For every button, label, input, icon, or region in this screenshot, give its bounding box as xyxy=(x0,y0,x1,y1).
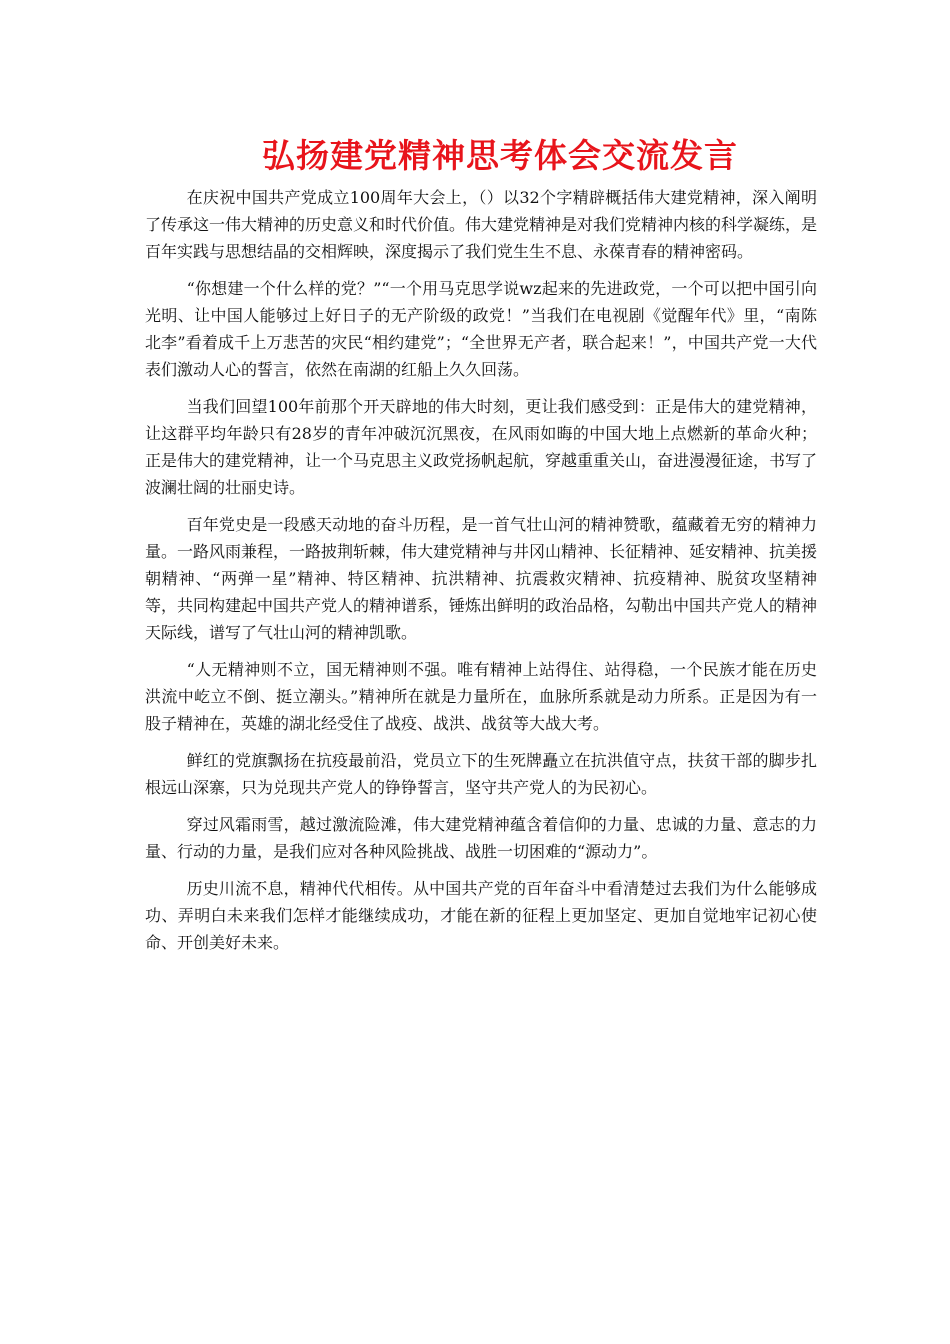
paragraph-4: 百年党史是一段感天动地的奋斗历程，是一首气壮山河的精神赞歌，蕴藏着无穷的精神力量。一路风雨兼程，一路披荆斩棘，伟大建党精神与井冈山精神、长征精神、延安精神、抗美援朝精神、“两弹一星”精神、特区精神、抗洪精神、抗震救灾精神、抗疫精神、脱贫攻坚精神等，共同构建起中国共产党人的精神谱系，锤炼出鲜明的政治品格，勾勒出中国共产党人的精神天际线，谱写了气壮山河的精神凯歌。 xyxy=(145,515,818,642)
paragraph-2: “你想建一个什么样的党？”“一个用马克思学说wz起来的先进政党，一个可以把中国引向光明、让中国人能够过上好日子的无产阶级的政党！”当我们在电视剧《觉醒年代》里，“南陈北李”看着成千上万悲苦的灾民“相约建党”；“全世界无产者，联合起来！”，中国共产党一大代表们激动人心的誓言，依然在南湖的红船上久久回荡。 xyxy=(145,279,817,379)
paragraph-8: 历史川流不息，精神代代相传。从中国共产党的百年奋斗中看清楚过去我们为什么能够成功、弄明白未来我们怎样才能继续成功，才能在新的征程上更加坚定、更加自觉地牢记初心使命、开创美好未来。 xyxy=(145,879,817,952)
paragraph-5: “人无精神则不立，国无精神则不强。唯有精神上站得住、站得稳，一个民族才能在历史洪流中屹立不倒、挺立潮头。”精神所在就是力量所在，血脉所系就是动力所系。正是因为有一股子精神在，英雄的湖北经受住了战疫、战洪、战贫等大战大考。 xyxy=(145,660,817,733)
document-body xyxy=(145,184,817,966)
document-title: 弘扬建党精神思考体会交流发言 xyxy=(262,136,738,175)
paragraph-1: 在庆祝中国共产党成立100周年大会上，（）以32个字精辟概括伟大建党精神，深入阐明了传承这一伟大精神的历史意义和时代价值。伟大建党精神是对我们党精神内核的科学凝练，是百年实践与思想结晶的交相辉映，深度揭示了我们党生生不息、永葆青春的精神密码。 xyxy=(145,188,818,261)
paragraph-6: 鲜红的党旗飘扬在抗疫最前沿，党员立下的生死牌矗立在抗洪值守点，扶贫干部的脚步扎根远山深寨，只为兑现共产党人的铮铮誓言，坚守共产党人的为民初心。 xyxy=(145,751,817,797)
paragraph-7: 穿过风霜雨雪，越过激流险滩，伟大建党精神蕴含着信仰的力量、忠诚的力量、意志的力量、行动的力量，是我们应对各种风险挑战、战胜一切困难的“源动力”。 xyxy=(145,815,817,861)
paragraph-3: 当我们回望100年前那个开天辟地的伟大时刻，更让我们感受到：正是伟大的建党精神，让这群平均年龄只有28岁的青年冲破沉沉黑夜，在风雨如晦的中国大地上点燃新的革命火种；正是伟大的建党精神，让一个马克思主义政党扬帆起航，穿越重重关山，奋进漫漫征途，书写了波澜壮阔的壮丽史诗。 xyxy=(145,397,818,497)
